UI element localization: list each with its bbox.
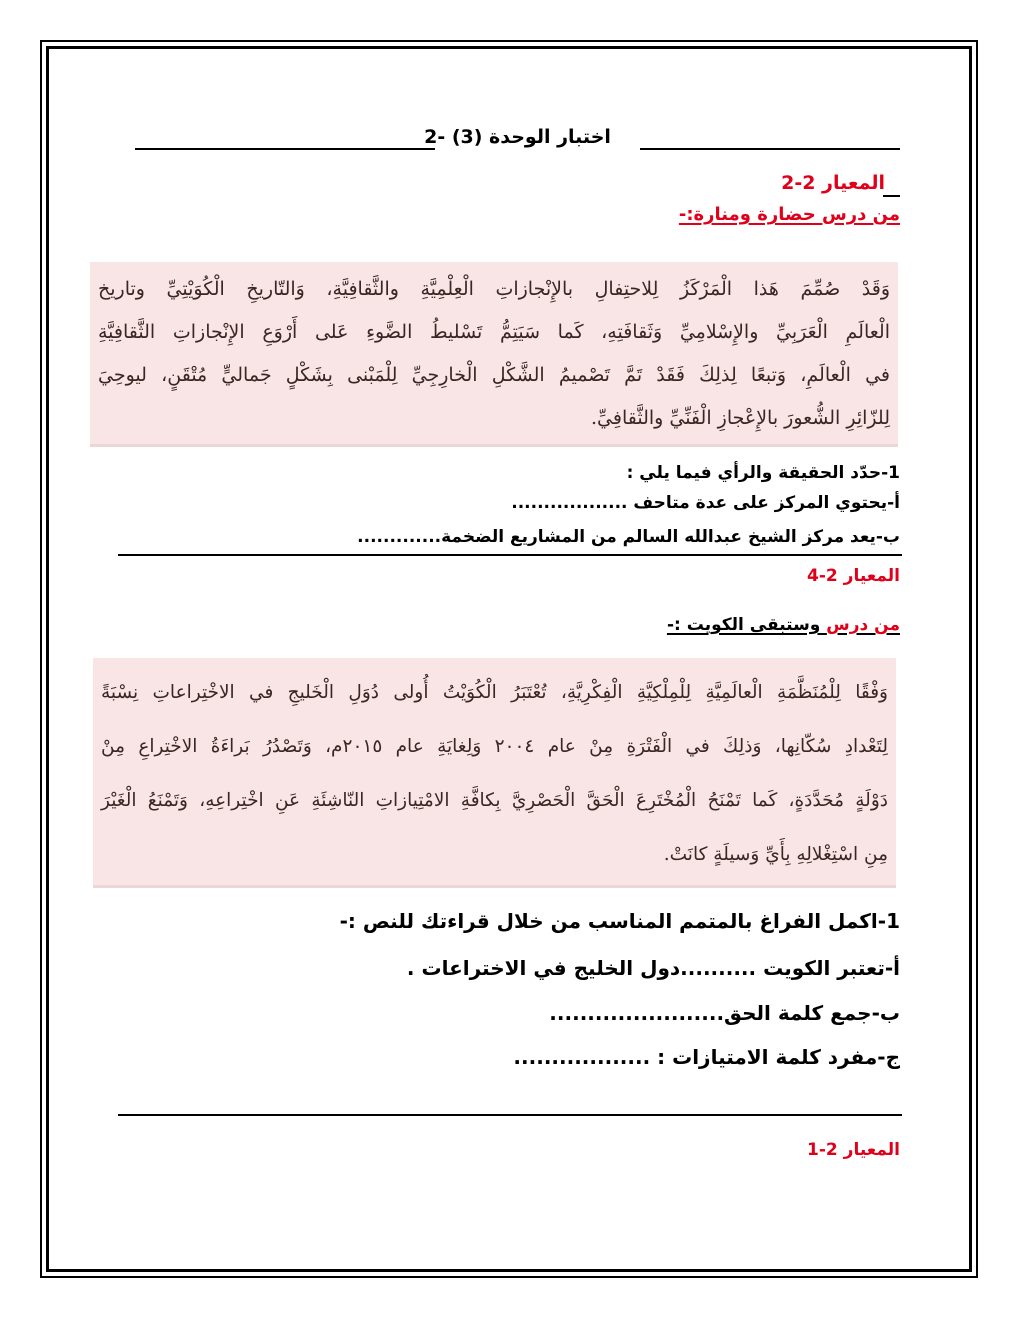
question-2-item-b: ب-جمع كلمة الحق....................... bbox=[549, 1001, 900, 1025]
lesson-title-1: من درس حضارة ومنارة:- bbox=[678, 204, 900, 225]
passage-2-line: لِتَعْدادِ سُكّانِها، وَذلِكَ في الْفَتْرَةِ مِنْ عام ٢٠٠٤ وَلِغايَةِ عام ٢٠١٥م، وَتَصْدُرُ بَراءَةُ الاخْتِراعِ مِنْ bbox=[101, 736, 888, 757]
passage-2-line: وَفْقًا لِلْمُنَظَّمَةِ الْعالَمِيَّةِ لِلْمِلْكِيَّةِ الْفِكْرِيَّةِ، تُعْتَبَرُ الْكُوَيْتُ أُولى دُوَلِ الْخَليجِ في الاخْتِراعاتِ نِسْبَةً bbox=[101, 682, 888, 703]
exam-title: اختبار الوحدة (3) -2 bbox=[424, 126, 611, 148]
item-b-blank[interactable]: ............ bbox=[357, 527, 435, 547]
passage-1-line: لِلزّائِرِ الشُّعورَ بالإِعْجازِ الْفَنِّيِّ والثَّقافِيِّ. bbox=[590, 407, 890, 429]
lesson-name: وستبقى الكويت :- bbox=[666, 615, 827, 635]
passage-1-line: الْعالَمِ الْعَرَبِيِّ والإِسْلامِيِّ وَثَقافَتِهِ، كَما سَيَتِمُّ تَسْليطُ الضَّوءِ عَلى أَرْوَعِ الإِنْجازاتِ الثَّقافِيَّةِ bbox=[98, 321, 890, 343]
question-2-title: 1-اكمل الفراغ بالمتمم المناسب من خلال قراءتك للنص :- bbox=[339, 909, 900, 933]
standard-mark bbox=[883, 195, 900, 197]
lesson-title-2 bbox=[667, 615, 900, 635]
passage-2-line: مِنِ اسْتِغْلالِهِ بِأَيِّ وَسيلَةٍ كانَتْ. bbox=[663, 844, 888, 865]
question-2-item-c: ج-مفرد كلمة الامتيازات : .................. bbox=[513, 1045, 900, 1069]
item-b-text: ب-يعد مركز الشيخ عبدالله السالم من المشاريع الضخمة. bbox=[434, 527, 900, 547]
passage-1 bbox=[90, 262, 898, 447]
passage-1-line: في الْعالَمِ، وَتبعًا لِذلِكَ فَقَدْ تَمَّ تَصْميمُ الشَّكْلِ الْخارِجِيِّ لِلْمَبْنى بِشَكْلٍ جَماليٍّ مُتْقَنٍ، ليوحِيَ bbox=[98, 364, 890, 386]
standard-label-1: المعيار 2-2 bbox=[781, 172, 885, 194]
section-divider bbox=[118, 554, 902, 556]
question-2-item-a: أ-تعتبر الكويت ..........دول الخليج في الاختراعات . bbox=[406, 956, 900, 980]
question-1-title: 1-حدّد الحقيقة والرأي فيما يلي : bbox=[626, 463, 900, 483]
standard-label-2: المعيار 2-4 bbox=[807, 566, 900, 586]
item-a-blank[interactable]: .................. bbox=[511, 493, 628, 513]
passage-2 bbox=[93, 658, 896, 888]
question-1-item-a bbox=[511, 493, 900, 513]
passage-2-line: دَوْلَةٍ مُحَدَّدَةٍ، كَما تَمْنَحُ الْمُخْتَرِعَ الْحَقَّ الْحَصْرِيَّ بِكافَّةِ الامْتِيازاتِ النّاشِئَةِ عَنِ اخْتِراعِهِ، وَتَمْنَعُ الْغَيْرَ bbox=[101, 790, 888, 811]
item-a-text: أ-يحتوي المركز على عدة متاحف bbox=[633, 493, 900, 513]
title-underline-left bbox=[135, 148, 435, 150]
question-1-item-b bbox=[357, 527, 900, 547]
title-underline-right bbox=[640, 148, 900, 150]
section-divider-2 bbox=[118, 1114, 902, 1116]
standard-label-3: المعيار 2-1 bbox=[807, 1140, 900, 1160]
passage-1-line: وَقَدْ صُمِّمَ هَذا الْمَرْكَزُ لِلاحتِفالِ بالإِنْجازاتِ الْعِلْمِيَّةِ والثَّقافِيَّةِ، وَالتّاريخِ الْكُوَيْتِيِّ وتاريخ bbox=[98, 278, 890, 300]
lesson-prefix: من درس bbox=[826, 615, 900, 635]
